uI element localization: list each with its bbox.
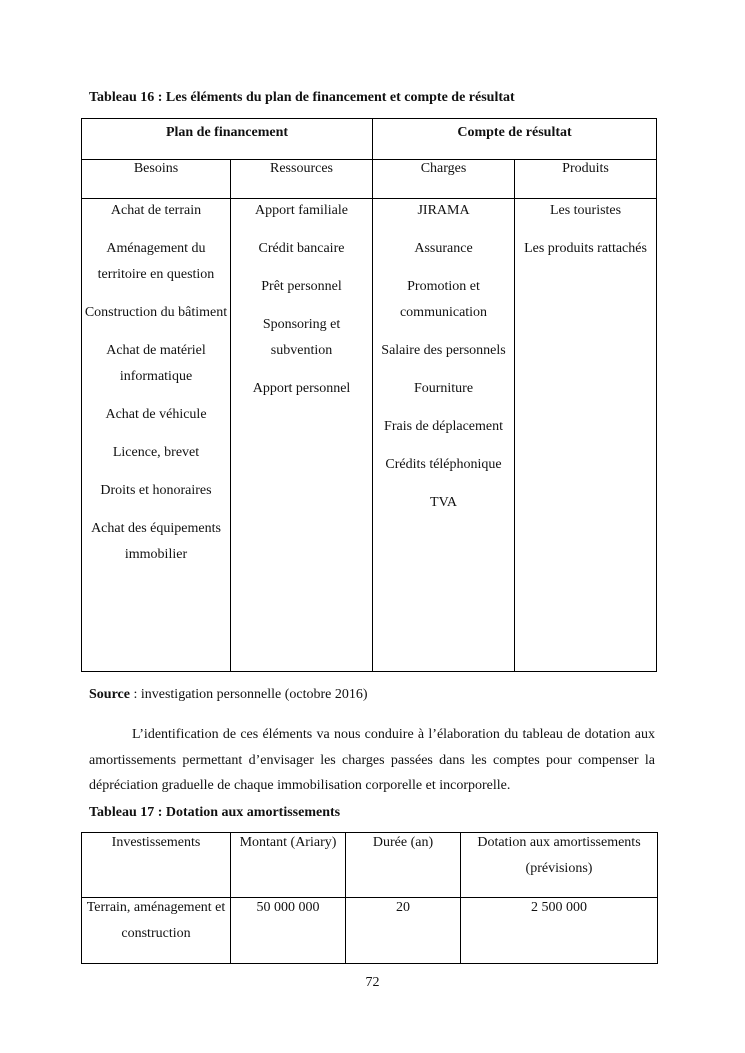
charges-cell bbox=[373, 199, 515, 672]
list-item: Assurance bbox=[414, 241, 473, 256]
table17-caption: Tableau 17 : Dotation aux amortissements bbox=[89, 805, 341, 820]
ressources-cell bbox=[231, 199, 373, 672]
list-item: Licence, brevet bbox=[112, 445, 200, 460]
table-row bbox=[82, 898, 658, 964]
besoins-cell bbox=[82, 199, 231, 672]
list-item: Achat des équipements immobilier bbox=[91, 521, 221, 562]
list-item: JIRAMA bbox=[417, 203, 470, 218]
header-investissements: Investissements bbox=[82, 833, 231, 898]
produits-list bbox=[515, 198, 656, 262]
list-item: Crédits téléphonique bbox=[385, 457, 502, 472]
column-header-charges: Charges bbox=[373, 160, 515, 199]
list-item: Achat de matériel informatique bbox=[106, 343, 206, 384]
header-duree: Durée (an) bbox=[346, 833, 461, 898]
ressources-list bbox=[231, 198, 372, 402]
source-text: : investigation personnelle (octobre 2016) bbox=[129, 687, 368, 702]
charges-list bbox=[373, 198, 514, 516]
produits-cell bbox=[515, 199, 657, 672]
list-item: Apport familiale bbox=[255, 203, 348, 218]
list-item: Achat de terrain bbox=[110, 203, 202, 218]
source-note bbox=[89, 686, 368, 704]
source-label: Source bbox=[89, 687, 130, 702]
list-item: Achat de véhicule bbox=[105, 407, 207, 422]
list-item: Les produits rattachés bbox=[524, 241, 647, 256]
column-header-ressources: Ressources bbox=[231, 160, 373, 199]
list-item: Les touristes bbox=[549, 203, 622, 218]
column-header-produits: Produits bbox=[515, 160, 657, 199]
column-header-besoins: Besoins bbox=[82, 160, 231, 199]
besoins-list bbox=[82, 198, 230, 568]
list-item: Apport personnel bbox=[252, 381, 351, 396]
cell-dotation: 2 500 000 bbox=[461, 898, 658, 964]
group-header-resultat: Compte de résultat bbox=[373, 119, 657, 160]
list-item: Crédit bancaire bbox=[258, 241, 345, 256]
page-number: 72 bbox=[365, 975, 380, 990]
depreciation-table bbox=[81, 832, 658, 964]
list-item: Prêt personnel bbox=[261, 279, 342, 294]
header-montant: Montant (Ariary) bbox=[231, 833, 346, 898]
list-item: Fourniture bbox=[413, 381, 474, 396]
table16-caption: Tableau 16 : Les éléments du plan de financement et compte de résultat bbox=[89, 90, 515, 105]
group-header-financement: Plan de financement bbox=[82, 119, 373, 160]
cell-investissement: Terrain, aménagement et construction bbox=[82, 898, 231, 964]
list-item: Promotion et communication bbox=[399, 279, 488, 320]
list-item: Salaire des personnels bbox=[381, 343, 506, 358]
cell-montant: 50 000 000 bbox=[231, 898, 346, 964]
list-item: TVA bbox=[430, 495, 457, 510]
financing-plan-table bbox=[81, 118, 657, 672]
header-dotation: Dotation aux amortissements (prévisions) bbox=[461, 833, 658, 898]
list-item: Sponsoring et subvention bbox=[262, 317, 341, 358]
list-item: Frais de déplacement bbox=[384, 419, 503, 434]
list-item: Droits et honoraires bbox=[100, 483, 212, 498]
list-item: Aménagement du territoire en question bbox=[97, 241, 215, 282]
cell-duree: 20 bbox=[346, 898, 461, 964]
body-paragraph: L’identification de ces éléments va nous conduire à l’élaboration du tableau de dotation aux amortissements permettant d’envisager les charges passées dans les comptes pour compenser la dépréciation graduelle de chaque immobilisation corporelle et incorporelle. bbox=[89, 727, 655, 793]
list-item: Construction du bâtiment bbox=[84, 305, 228, 320]
